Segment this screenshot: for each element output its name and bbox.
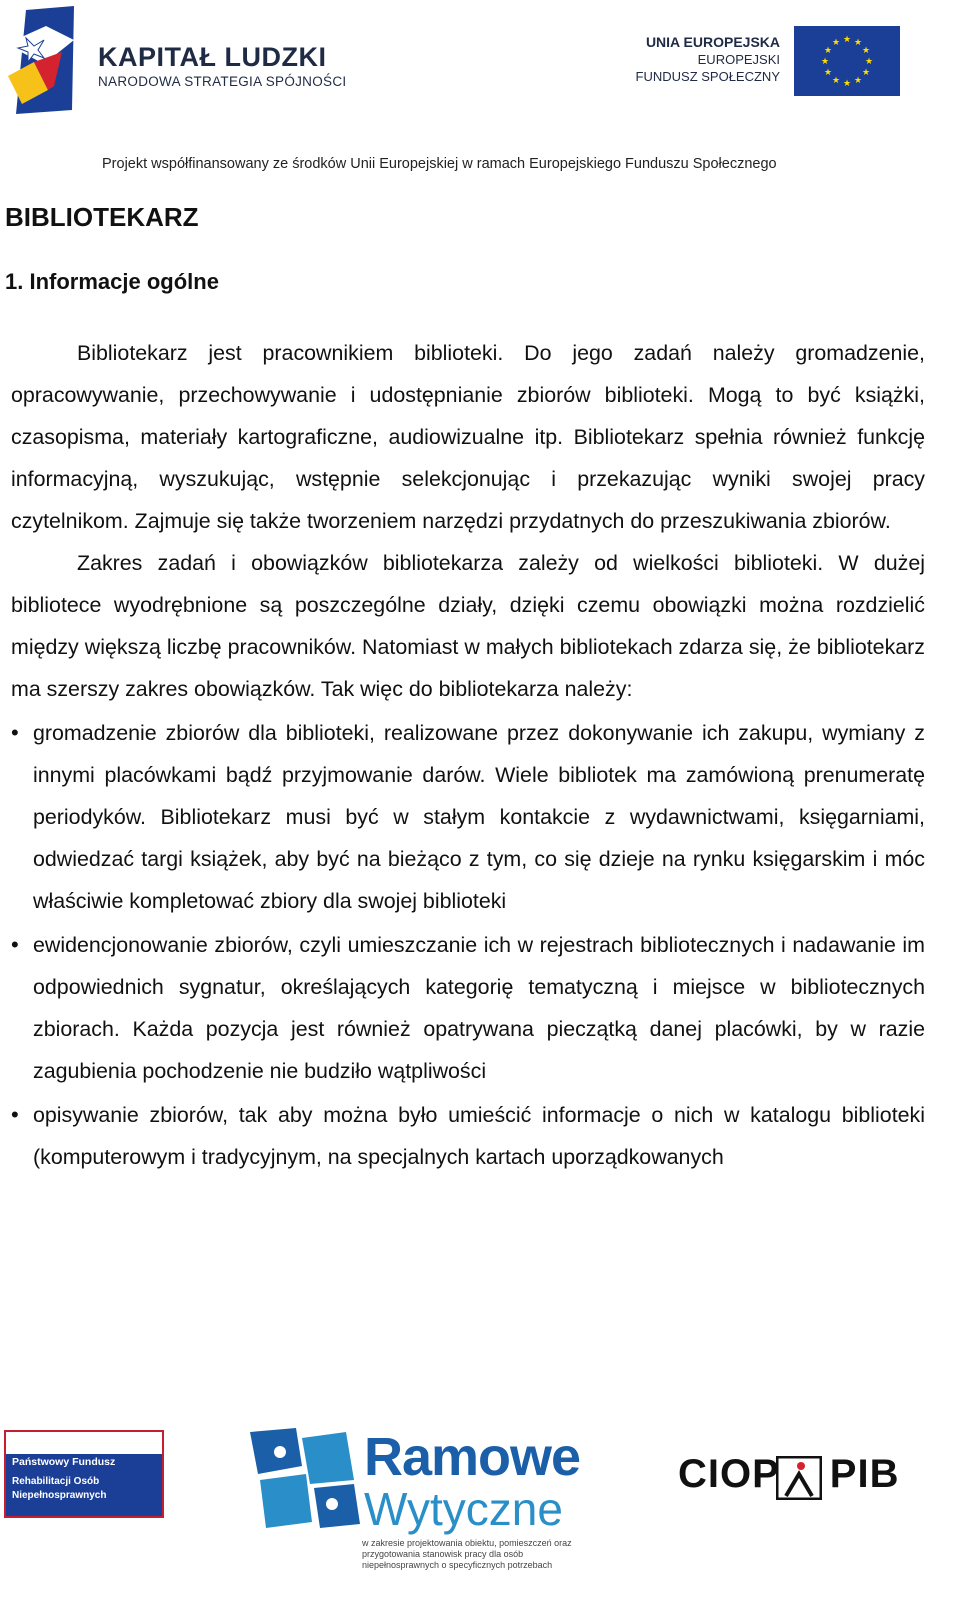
ramowe-wytyczne-mark-icon xyxy=(250,1428,360,1530)
list-item: • gromadzenie zbiorów dla biblioteki, realizowane przez dokonywanie ich zakupu, wymiany z innymi placówkami bądź przyjmowanie darów. Wiele bibliotek ma zamówioną prenumeratę periodyków. Bibliotekarz musi być w stałym kontakcie z wydawnictwami, księgarniami, odwiedzać targi książek, aby być na bieżąco z tym, co się dzieje na rynku księgarskim i móc właściwie kompletować zbiory dla swojej biblioteki xyxy=(33,712,925,922)
kapital-ludzki-subtitle: NARODOWA STRATEGIA SPÓJNOŚCI xyxy=(98,74,347,89)
ue-line-1: UNIA EUROPEJSKA xyxy=(645,34,780,50)
eu-flag-icon xyxy=(794,26,900,96)
svg-text:★: ★ xyxy=(853,76,863,86)
ciop-person-icon xyxy=(776,1456,822,1500)
paragraph-intro: Bibliotekarz jest pracownikiem biblioteki. Do jego zadań należy gromadzenie, opracowywanie, przechowywanie i udostępnianie zbiorów biblioteki. Mogą to być książki, czasopisma, materiały kartograficzne, audiowizualne itp. Bibliotekarz spełnia również funkcję informacyjną, wyszukując, wstępnie selekcjonując i przekazując wyniki swojej pracy czytelnikom. Zajmuje się także tworzeniem narzędzi przydatnych do przeszukiwania zbiorów. xyxy=(11,341,925,533)
svg-text:★: ★ xyxy=(842,35,852,45)
document-body xyxy=(11,332,925,1180)
eu-fund-text xyxy=(620,34,780,85)
svg-text:★: ★ xyxy=(831,38,841,48)
svg-text:★: ★ xyxy=(820,57,830,67)
kapital-ludzki-logo-icon xyxy=(4,6,76,114)
section-heading: 1. Informacje ogólne xyxy=(5,269,219,294)
paragraph-scope: Zakres zadań i obowiązków bibliotekarza zależy od wielkości biblioteki. W dużej bibliotece wyodrębnione są poszczególne działy, dzięki czemu obowiązki można rozdzielić między większą liczbę pracowników. Natomiast w małych bibliotekach zdarza się, że bibliotekarz ma szerszy zakres obowiązków. Tak więc do bibliotekarza należy: xyxy=(11,551,925,701)
ue-line-2: EUROPEJSKI xyxy=(697,52,780,67)
svg-text:★: ★ xyxy=(864,57,874,67)
svg-text:★: ★ xyxy=(842,79,852,89)
svg-text:★: ★ xyxy=(823,68,833,78)
ramowe-wytyczne-caption: w zakresie projektowania obiektu, pomieszczeń oraz przygotowania stanowisk pracy dla osób niepełnosprawnych o specyficznych potrzebach xyxy=(362,1538,572,1570)
wytyczne-title: Wytyczne xyxy=(364,1483,563,1535)
pib-text: PIB xyxy=(829,1452,900,1496)
list-item: • ewidencjonowanie zbiorów, czyli umieszczanie ich w rejestrach bibliotecznych i nadawanie im odpowiednich sygnatur, określających kategorię tematyczną i miejsce w bibliotecznych zbiorach. Każda pozycja jest również opatrywana pieczątką danej placówki, by w razie zagubienia pochodzenie nie budziło wątpliwości xyxy=(33,924,925,1092)
pfron-line-3: Niepełnosprawnych xyxy=(12,1490,107,1501)
ue-line-3: FUNDUSZ SPOŁECZNY xyxy=(635,69,780,84)
list-item: • opisywanie zbiorów, tak aby można było umieścić informacje o nich w katalogu biblioteki (komputerowym i tradycyjnym, na specjalnych kartach uporządkowanych xyxy=(33,1094,925,1178)
pfron-line-1: Państwowy Fundusz xyxy=(12,1456,116,1468)
svg-text:★: ★ xyxy=(831,76,841,86)
ciop-text: CIOP xyxy=(678,1452,780,1496)
svg-text:★: ★ xyxy=(853,38,863,48)
svg-text:★: ★ xyxy=(823,46,833,56)
cofinance-note: Projekt współfinansowany ze środków Unii Europejskiej w ramach Europejskiego Funduszu Społecznego xyxy=(102,156,777,172)
ramowe-title: Ramowe xyxy=(364,1427,581,1487)
pfron-logo xyxy=(4,1430,164,1518)
document-title: BIBLIOTEKARZ xyxy=(5,202,199,232)
pfron-line-2: Rehabilitacji Osób xyxy=(12,1476,100,1487)
kapital-ludzki-title: KAPITAŁ LUDZKI xyxy=(98,42,327,72)
svg-text:★: ★ xyxy=(861,46,871,56)
duties-list xyxy=(11,712,925,1178)
svg-text:★: ★ xyxy=(861,68,871,78)
